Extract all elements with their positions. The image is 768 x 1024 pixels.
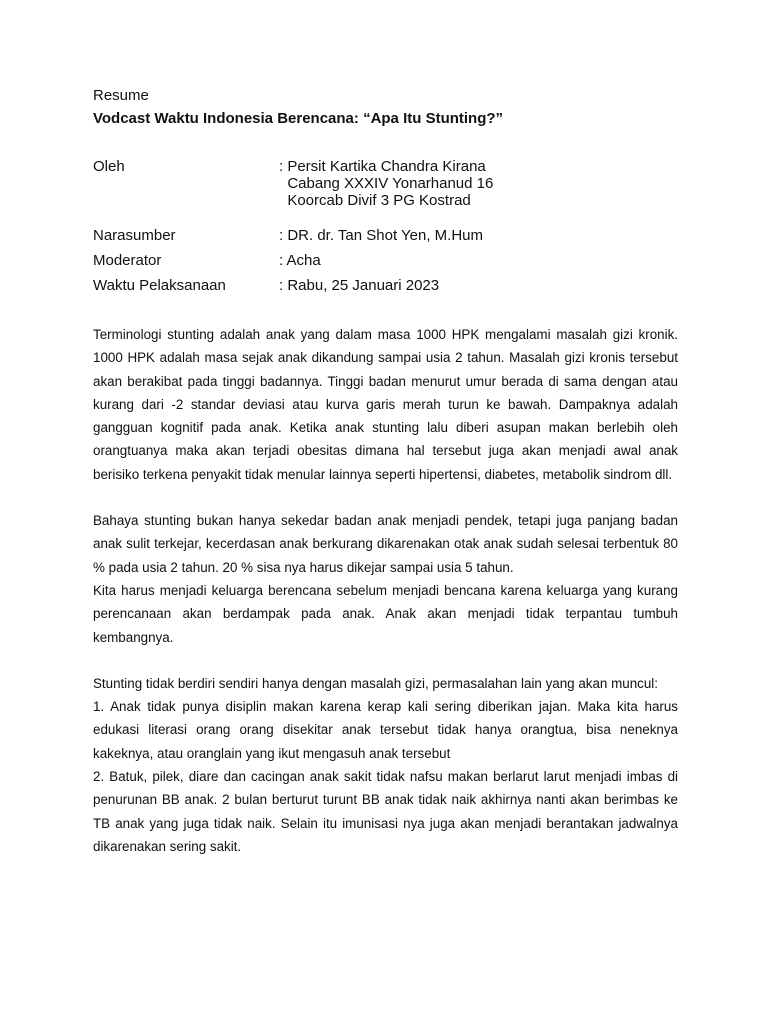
meta-label-narasumber: Narasumber	[93, 227, 176, 244]
document-title: Vodcast Waktu Indonesia Berencana: “Apa Itu Stunting?”	[93, 110, 504, 127]
meta-value-oleh-line-1: : Persit Kartika Chandra Kirana	[279, 158, 486, 175]
paragraph-keluarga-berencana: Kita harus menjadi keluarga berencana sebelum menjadi bencana karena keluarga yang kurang perencanaan akan berdampak pada anak. Anak akan menjadi tidak terpantau tumbuh kembangnya.	[93, 582, 678, 645]
meta-row-oleh	[93, 158, 678, 209]
document-page	[93, 86, 678, 858]
meta-value-oleh	[279, 158, 678, 209]
meta-value-oleh-line-2: Cabang XXXIV Yonarhanud 16	[279, 175, 494, 192]
meta-row-moderator	[93, 252, 678, 269]
metadata-section	[93, 158, 678, 294]
meta-value-moderator: : Acha	[279, 252, 321, 269]
meta-label-moderator: Moderator	[93, 252, 162, 269]
list-item-2: 2. Batuk, pilek, diare dan cacingan anak sakit tidak nafsu makan berlarut larut menjadi imbas di penurunan BB anak. 2 bulan berturut turunt BB anak tidak naik akhirnya nanti akan berimbas ke TB anak yang juga tidak naik. Selain itu imunisasi nya juga akan menjadi berantakan jadwalnya dikarenakan sering sakit.	[93, 769, 678, 854]
document-label: Resume	[93, 87, 149, 104]
paragraph-permasalahan-intro: Stunting tidak berdiri sendiri hanya dengan masalah gizi, permasalahan lain yang akan muncul:	[93, 675, 658, 691]
paragraph-bahaya: Bahaya stunting bukan hanya sekedar badan anak menjadi pendek, tetapi juga panjang badan anak sulit terkejar, kecerdasan anak berkurang dikarenakan otak anak sudah selesai terbentuk 80 % pada usia 2 tahun. 20 % sisa nya harus dikejar sampai usia 5 tahun.	[93, 513, 678, 575]
meta-label-oleh: Oleh	[93, 158, 125, 175]
meta-row-waktu	[93, 277, 678, 294]
meta-value-narasumber: : DR. dr. Tan Shot Yen, M.Hum	[279, 227, 483, 244]
meta-label-waktu: Waktu Pelaksanaan	[93, 277, 226, 294]
paragraph-terminologi: Terminologi stunting adalah anak yang dalam masa 1000 HPK mengalami masalah gizi kronik. 1000 HPK adalah masa sejak anak dikandung sampai usia 2 tahun. Masalah gizi kronis tersebut akan berakibat pada tinggi badannya. Tinggi badan menurut umur berada di sama dengan atau kurang dari -2 standar deviasi atau kurva garis merah turun ke bawah. Dampaknya adalah gangguan kognitif pada anak. Ketika anak stunting lalu diberi asupan makan berlebih oleh orangtuanya maka akan terjadi obesitas dimana hal tersebut juga akan menjadi awal anak berisiko terkena penyakit tidak menular lainnya seperti hipertensi, diabetes, metabolik sindrom dll.	[93, 327, 678, 482]
meta-row-narasumber	[93, 227, 678, 244]
meta-value-waktu: : Rabu, 25 Januari 2023	[279, 277, 440, 294]
meta-value-oleh-line-3: Koorcab Divif 3 PG Kostrad	[279, 192, 471, 209]
list-item-1: 1. Anak tidak punya disiplin makan karena kerap kali sering diberikan jajan. Maka kita harus edukasi literasi orang orang disekitar anak tersebut tidak hanya orangtua, bisa neneknya kakeknya, atau oranglain yang ikut mengasuh anak tersebut	[93, 699, 678, 761]
